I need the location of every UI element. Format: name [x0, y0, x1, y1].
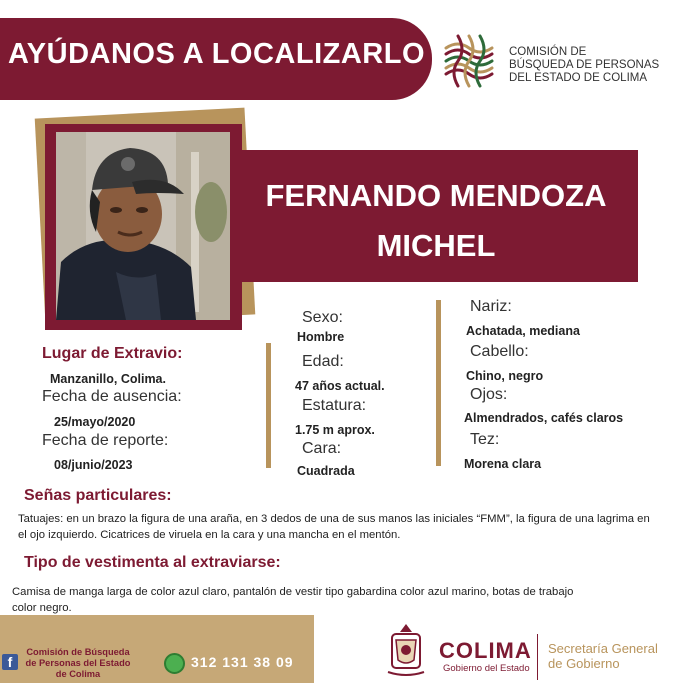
cabello-label: Cabello:	[470, 343, 529, 360]
commission-line-2: BÚSQUEDA DE PERSONAS	[509, 59, 660, 71]
person-name-line-2: MICHEL	[376, 228, 496, 263]
secretaria-line-1: Secretaría General	[548, 641, 658, 656]
colima-wordmark: COLIMA	[439, 638, 532, 663]
footer-separator	[537, 634, 538, 680]
sexo-value: Hombre	[297, 330, 345, 344]
person-photo	[56, 132, 230, 320]
cara-label: Cara:	[302, 440, 342, 457]
vestimenta-title: Tipo de vestimenta al extraviarse:	[24, 554, 281, 571]
commission-logo-icon	[438, 30, 500, 92]
reporte-value: 08/junio/2023	[54, 458, 133, 472]
whatsapp-icon[interactable]	[164, 653, 185, 674]
estatura-label: Estatura:	[302, 397, 367, 414]
cabello-value: Chino, negro	[466, 369, 544, 383]
divider-bar-right	[436, 300, 441, 466]
name-band	[234, 150, 638, 282]
lugar-value: Manzanillo, Colima.	[50, 372, 166, 386]
ojos-label: Ojos:	[470, 386, 508, 403]
sexo-label: Sexo:	[302, 309, 343, 326]
senas-title: Señas particulares:	[24, 487, 172, 504]
colima-seal-icon	[384, 622, 428, 678]
secretaria-label	[548, 641, 658, 671]
footer-org-name: Comisión de Búsqueda de Personas del Estado de Colima	[25, 647, 131, 679]
reporte-label: Fecha de reporte:	[42, 432, 169, 449]
ausencia-label: Fecha de ausencia:	[42, 388, 182, 405]
commission-line-3: DEL ESTADO DE COLIMA	[509, 72, 648, 84]
senas-text: Tatuajes: en un brazo la figura de una araña, en 3 dedos de una de sus manos las iniciales “FMM”, la figura de una lagrima en el ojo izquierdo. Cicatrices de viruela en la cara y una mancha en el mentón.	[18, 513, 650, 541]
vestimenta-text: Camisa de manga larga de color azul claro, pantalón de vestir tipo gabardina color azul marino, botas de trabajo color negro.	[12, 586, 574, 614]
commission-line-1: COMISIÓN DE	[509, 46, 587, 58]
secretaria-line-2: de Gobierno	[548, 656, 620, 671]
person-name-line-1: FERNANDO MENDOZA	[265, 178, 607, 213]
ojos-value: Almendrados, cafés claros	[464, 411, 624, 425]
divider-bar-left	[266, 343, 271, 468]
ausencia-value: 25/mayo/2020	[54, 415, 136, 429]
nariz-value: Achatada, mediana	[466, 324, 580, 338]
lugar-label: Lugar de Extravio:	[42, 345, 183, 362]
commission-name	[509, 46, 660, 85]
phone-number[interactable]: 312 131 38 09	[191, 654, 294, 670]
nariz-label: Nariz:	[470, 298, 512, 315]
cara-value: Cuadrada	[297, 464, 355, 478]
estatura-value: 1.75 m aprox.	[295, 423, 375, 437]
edad-value: 47 años actual.	[295, 379, 385, 393]
tez-value: Morena clara	[464, 457, 542, 471]
tez-label: Tez:	[470, 431, 500, 448]
gobierno-label: Gobierno del Estado	[443, 663, 530, 674]
banner-title: AYÚDANOS A LOCALIZARLO	[8, 38, 425, 70]
edad-label: Edad:	[302, 353, 344, 370]
facebook-icon[interactable]: f	[2, 654, 18, 670]
